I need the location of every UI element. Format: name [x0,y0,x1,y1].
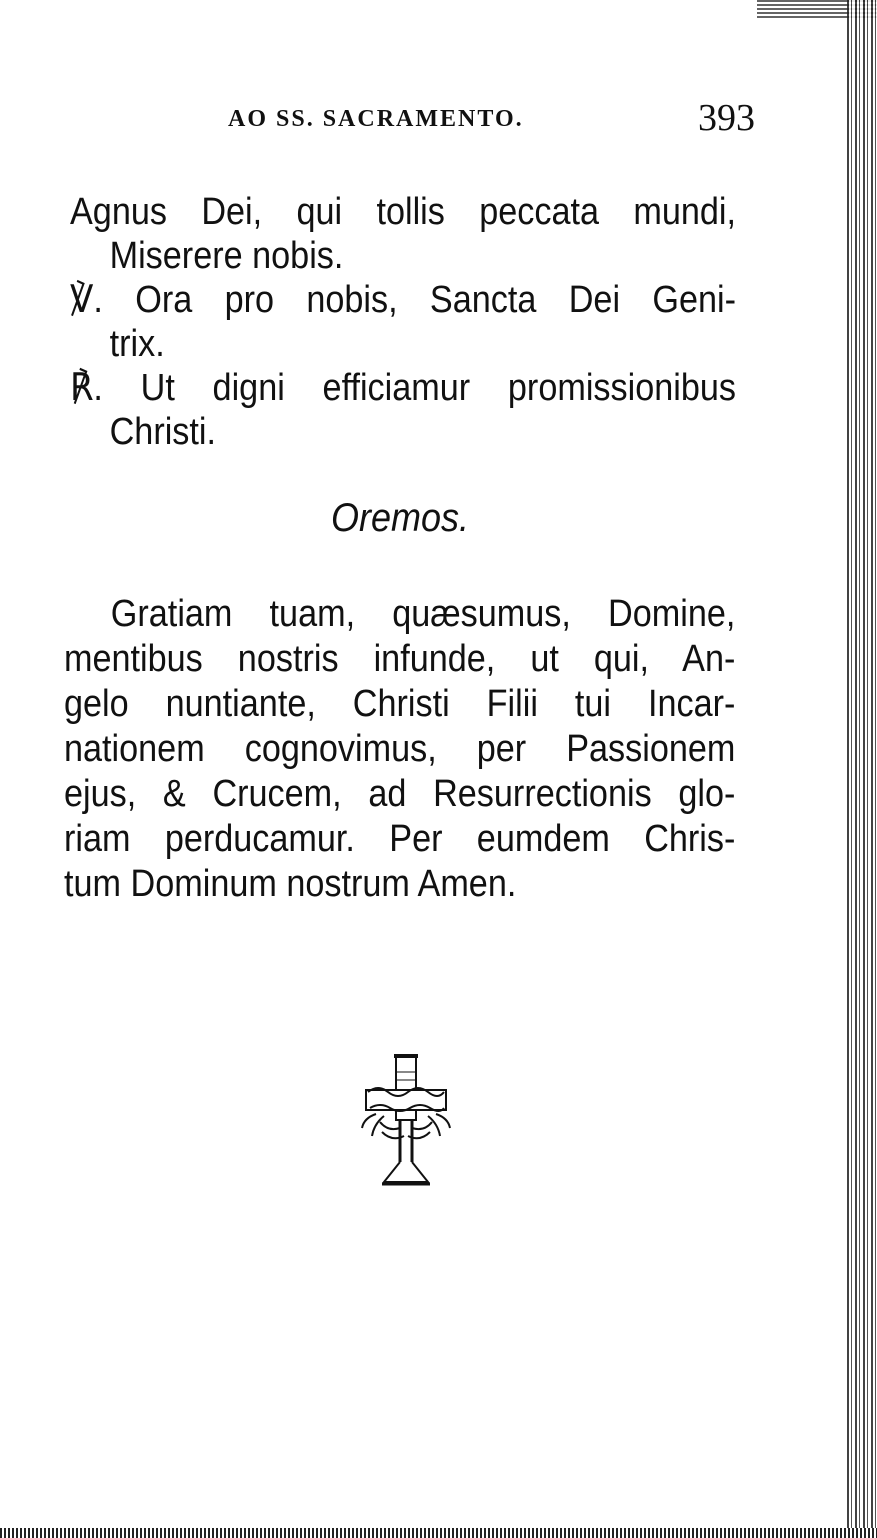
prayer-line: mentibus nostris infunde, ut qui, An- [64,638,736,680]
cross-ornament-icon [356,1052,456,1192]
versicle-continuation: trix. [109,323,165,365]
prayer-line: Gratiam tuam, quæsumus, Domine, [110,593,736,635]
litany-entry [70,278,736,366]
prayer-line: gelo nuntiante, Christi Filii tui Incar- [64,683,736,725]
prayer-text [64,592,735,907]
prayer-line: tum Dominum nostrum Amen. [64,863,517,905]
prayer-line: nationem cognovimus, per Passionem [64,728,736,770]
response-continuation: Christi. [109,411,217,453]
litany-entry [70,190,736,278]
litany-line: Agnus Dei, qui tollis peccata mundi, [70,191,736,233]
prayer-line: riam perducamur. Per eumdem Chris- [64,818,736,860]
prayer-heading: Oremos. [330,496,470,540]
litany-entry [70,366,736,454]
page-number: 393 [698,97,755,139]
page-header [228,97,755,139]
page-edge-bottom [0,1528,877,1538]
prayer-line: ejus, & Crucem, ad Resurrectionis glo- [64,773,736,815]
litany-block [70,190,736,454]
page-edge-right [847,0,877,1538]
response-line: ℟. Ut digni efficiamur promissionibus [70,367,736,409]
litany-continuation: Miserere nobis. [109,235,344,277]
versicle-line: ℣. Ora pro nobis, Sancta Dei Geni- [70,279,736,321]
running-title: AO SS. SACRAMENTO. [228,106,524,132]
